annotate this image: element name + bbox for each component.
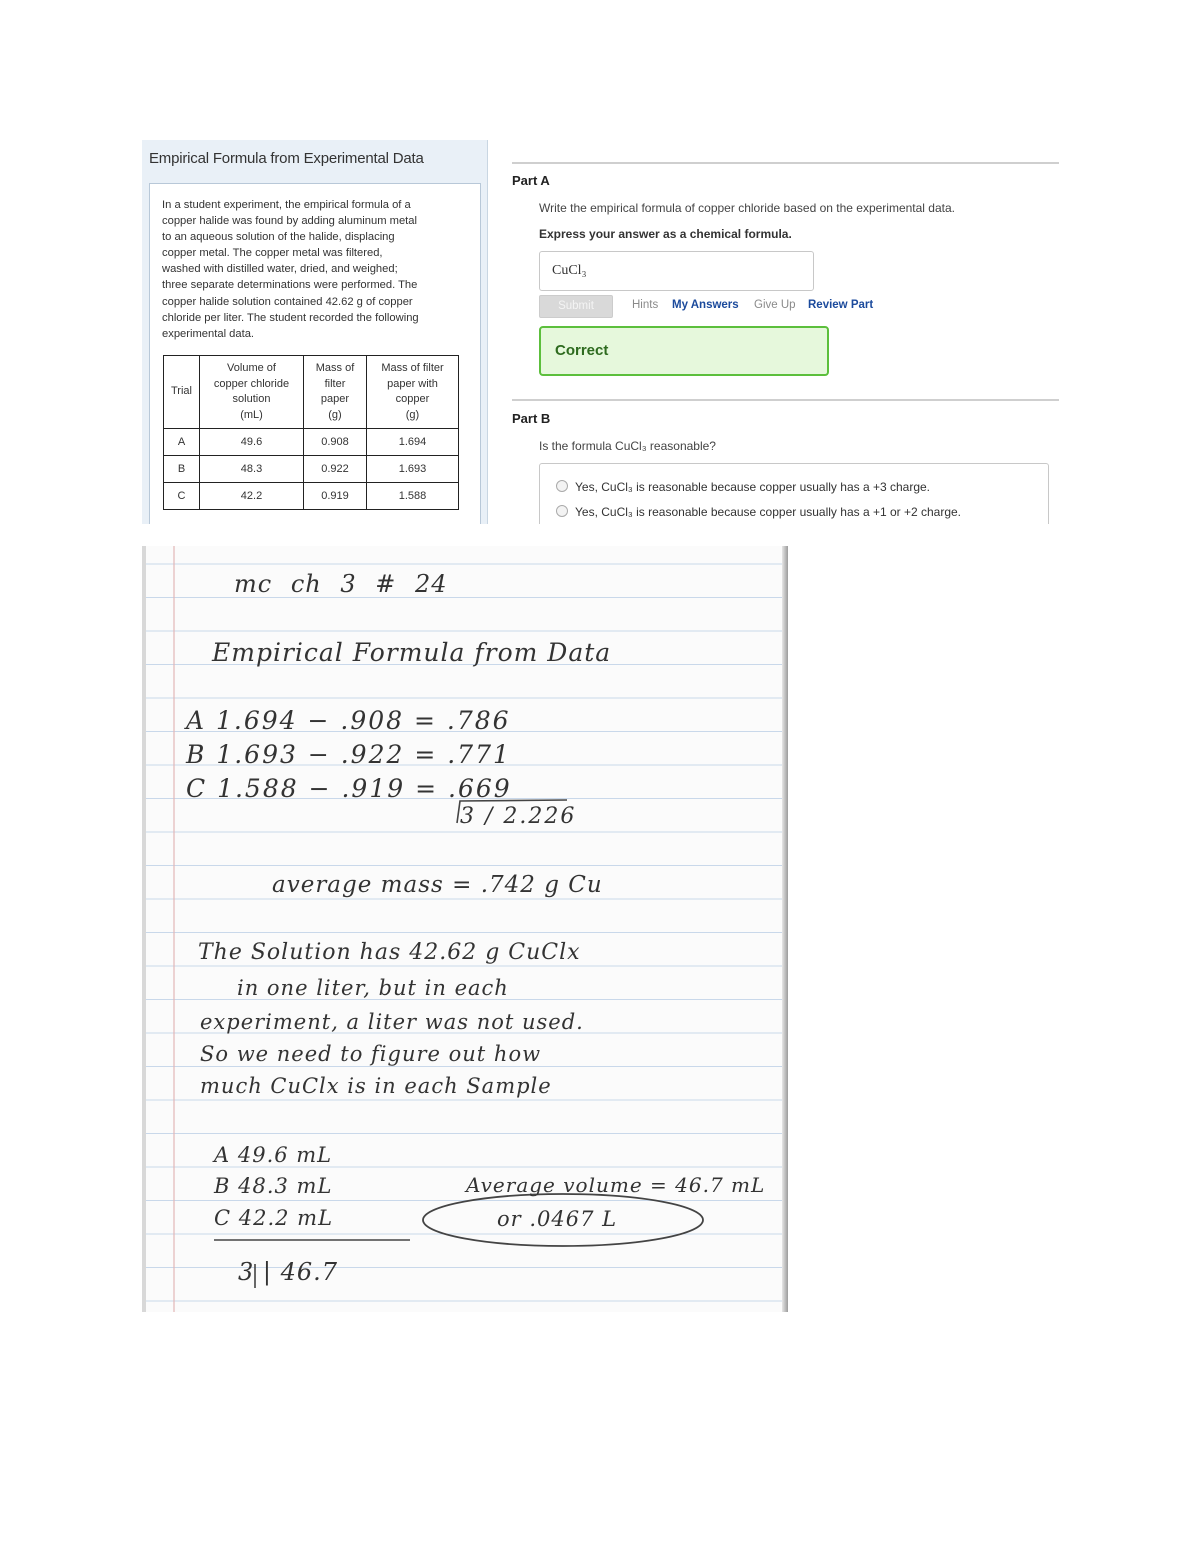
header-line: Mass of filter [381,362,444,374]
correct-feedback [539,326,829,376]
cell-volume: 42.2 [200,483,304,510]
photo-edge [142,546,146,1312]
divider [512,162,1059,164]
intro-line: to an aqueous solution of the halide, displacing [162,231,395,244]
my-answers-link[interactable]: My Answers [672,299,739,311]
problem-title: Empirical Formula from Experimental Data [149,150,424,167]
cell-copper-mass: 1.693 [367,456,459,483]
problem-intro [162,197,467,342]
radio-button[interactable] [556,505,568,517]
header-line: paper [320,393,350,405]
header-line: (g) [328,408,342,421]
note-line: 3 | 46.7 [238,1258,339,1286]
intro-line: copper metal. The copper metal was filtered, [162,247,383,260]
give-up-link[interactable]: Give Up [754,299,796,311]
note-line: average mass = .742 g Cu [272,872,603,898]
answer-value: CuCl₃ [552,263,587,278]
data-table [163,355,459,510]
correct-label: Correct [555,342,609,359]
table-row [164,429,459,456]
note-line: Average volume = 46.7 mL [466,1173,766,1197]
cell-trial: B [164,456,200,483]
header-line: Volume of [227,362,276,374]
cell-trial: A [164,429,200,456]
note-line: A 49.6 mL [214,1143,333,1167]
note-line: C 1.588 − .919 = .669 [186,774,512,803]
note-line: So we need to figure out how [200,1042,542,1066]
intro-line: chloride per liter. The student recorded the following [162,311,419,324]
review-part-link[interactable]: Review Part [808,299,874,311]
option-a-label: Yes, CuCl₃ is reasonable because copper usually has a +3 charge. [575,480,930,494]
notes-title: Empirical Formula from Data [212,638,612,667]
note-line: The Solution has 42.62 g CuClx [198,940,581,965]
cell-filter-mass: 0.919 [304,483,367,510]
intro-line: copper halide solution contained 42.62 g of copper [162,295,413,308]
handwritten-notes [142,546,788,1312]
cell-volume: 48.3 [200,456,304,483]
header-line: Trial [171,385,192,398]
header-line: Mass of [315,362,355,374]
part-a-instruction: Express your answer as a chemical formula. [539,227,792,241]
cell-filter-mass: 0.908 [304,429,367,456]
note-line: A 1.694 − .908 = .786 [186,706,511,735]
header-line: paper with [387,377,438,390]
intro-line: In a student experiment, the empirical formula of a [162,199,411,211]
cell-copper-mass: 1.694 [367,429,459,456]
header-filter-mass [304,356,367,429]
header-copper-mass [367,356,459,429]
note-line: in one liter, but in each [237,976,509,1000]
part-b-options [539,463,1049,524]
option-a[interactable] [556,480,930,494]
radio-button[interactable] [556,480,568,492]
cell-filter-mass: 0.922 [304,456,367,483]
part-b-prompt: Is the formula CuCl₃ reasonable? [539,439,716,453]
note-line: B 48.3 mL [214,1174,333,1198]
header-line: copper [395,393,430,405]
header-trial [164,356,200,429]
note-line: or .0467 L [497,1207,618,1231]
table-row [164,483,459,510]
header-line: copper chloride [213,377,290,390]
answer-panel [512,140,1060,524]
problem-box [149,183,481,524]
cell-trial: C [164,483,200,510]
submit-button[interactable]: Submit [539,295,613,318]
answer-input[interactable] [539,251,814,291]
note-line: B 1.693 − .922 = .771 [186,740,511,769]
part-a-prompt: Write the empirical formula of copper chloride based on the experimental data. [539,201,955,215]
part-b-title: Part B [512,411,551,426]
note-line: experiment, a liter was not used. [200,1010,584,1034]
cell-copper-mass: 1.588 [367,483,459,510]
notes-header: mc ch 3 # 24 [234,570,448,598]
intro-line: copper halide was found by adding aluminum metal [162,215,417,228]
intro-line: experimental data. [162,327,255,340]
header-volume [200,356,304,429]
header-line: filter [324,377,346,390]
table-row [164,456,459,483]
note-line: C 42.2 mL [214,1206,334,1230]
note-line: 3 / 2.226 [460,804,577,829]
photo-edge [782,546,788,1312]
part-a-title: Part A [512,173,550,188]
assignment-screenshot [142,140,1060,524]
hints-link[interactable]: Hints [632,299,659,311]
header-line: (mL) [240,408,263,421]
note-line: much CuClx is in each Sample [200,1074,552,1098]
divider [512,399,1059,401]
cell-volume: 49.6 [200,429,304,456]
problem-panel [142,140,488,524]
header-line: (g) [405,408,420,421]
intro-line: three separate determinations were performed. The [162,279,418,292]
intro-line: washed with distilled water, dried, and weighed; [162,263,398,276]
table-header-row [164,356,459,429]
header-line: solution [232,393,271,405]
option-b[interactable] [556,505,961,519]
option-b-label: Yes, CuCl₃ is reasonable because copper usually has a +1 or +2 charge. [575,505,962,519]
